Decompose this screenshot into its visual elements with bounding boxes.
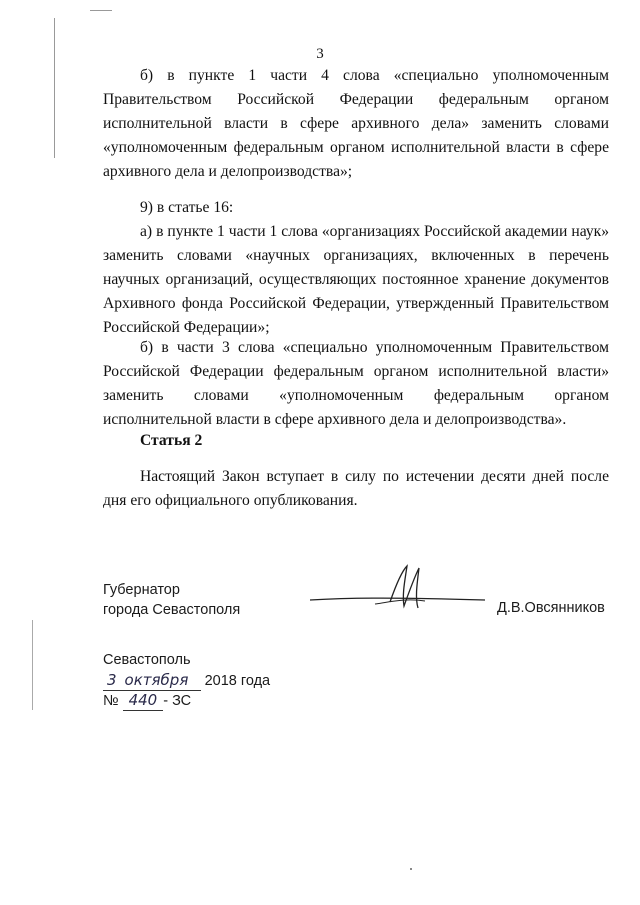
date-line bbox=[103, 670, 270, 691]
position-line-1: Губернатор bbox=[103, 582, 180, 598]
number-sign: № bbox=[103, 693, 119, 709]
paragraph-text: 9) в статье 16: bbox=[140, 199, 234, 216]
handwritten-signature bbox=[305, 562, 505, 622]
position-line-2: города Севастополя bbox=[103, 602, 241, 618]
paragraph-article-16 bbox=[103, 196, 609, 220]
signatory-position bbox=[103, 580, 240, 620]
paragraph-b-item bbox=[103, 64, 609, 184]
handwritten-day: 3 bbox=[103, 670, 121, 691]
scan-corner-mark bbox=[90, 10, 112, 11]
handwritten-month: октября bbox=[121, 670, 201, 691]
handwritten-law-number: 440 bbox=[123, 690, 164, 711]
paragraph-text: а) в пункте 1 части 1 слова «организациях Российской академии наук» заменить словами «научных организациях, включенных в перечень научных организаций, осуществляющих постоянное хранение документов Архивного фонда Российской Федерации, утвержденный Правительством Российской Федерации»; bbox=[103, 223, 609, 336]
article-text bbox=[103, 465, 609, 513]
signatory-name: Д.В.Овсянников bbox=[497, 600, 605, 616]
paragraph-text: б) в части 3 слова «специально уполномоченным Правительством Российской Федерации федеральным органом исполнительной власти» заменить словами «уполномоченным федеральным органом исполнительной власти в сфере архивного дела и делопроизводства». bbox=[103, 339, 609, 428]
scan-dot bbox=[410, 868, 412, 870]
number-suffix: - ЗС bbox=[163, 693, 192, 709]
paragraph-text: б) в пункте 1 части 4 слова «специально уполномоченным Правительством Российской Федерации федеральным органом исполнительной власти в сфере архивного дела» заменить словами «уполномоченным федеральным органом исполнительной власти в сфере архивного дела и делопроизводства»; bbox=[103, 67, 609, 180]
article-heading: Статья 2 bbox=[140, 432, 203, 449]
law-number-line bbox=[103, 690, 191, 711]
page-number: 3 bbox=[316, 46, 324, 62]
city: Севастополь bbox=[103, 652, 191, 668]
paragraph-text: Настоящий Закон вступает в силу по истечении десяти дней после дня его официального опубликования. bbox=[103, 468, 609, 509]
scan-edge-mark bbox=[32, 620, 33, 710]
scan-edge-mark bbox=[54, 18, 55, 158]
paragraph-b-item-2 bbox=[103, 336, 609, 432]
date-year: 2018 года bbox=[204, 673, 271, 689]
paragraph-a-item bbox=[103, 220, 609, 340]
